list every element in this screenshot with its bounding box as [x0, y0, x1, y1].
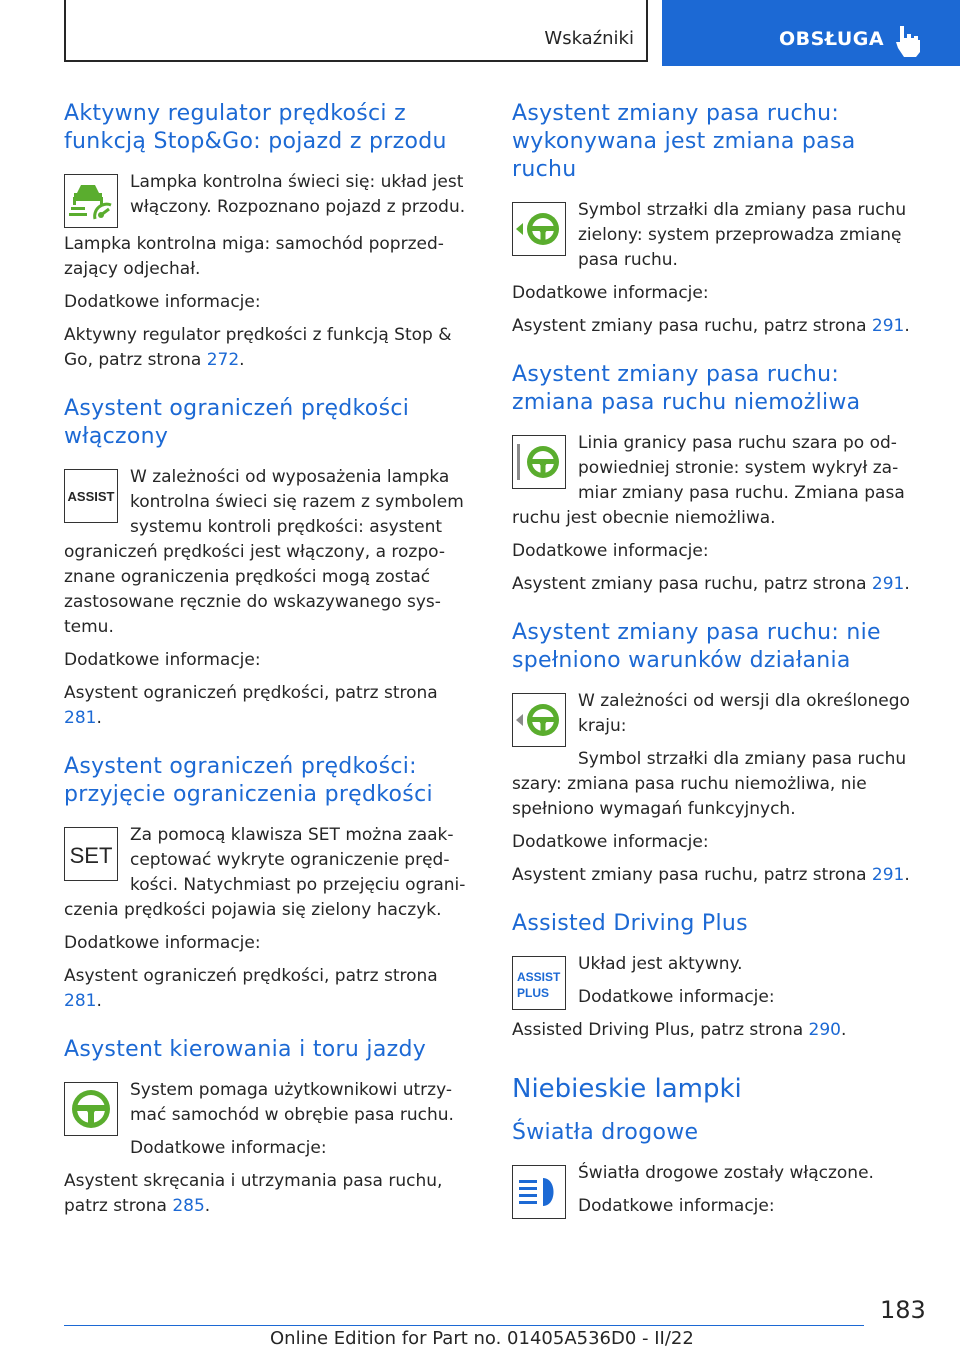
section-text: System pomaga użytkownikowi utrzy-mać samochód w obrębie pasa ruchu.	[130, 1080, 454, 1125]
section-title: Aktywny regulator prędkości z funkcją Stop&Go: pojazd z przodu	[64, 101, 447, 154]
more-info-label: Dodatkowe informacje:	[578, 1196, 775, 1216]
lane-change-arrow-gray-icon	[512, 693, 566, 747]
footer-divider	[64, 1325, 864, 1326]
right-column	[512, 100, 926, 1227]
page-link[interactable]: 291	[871, 865, 905, 885]
section-acc-stop-go	[64, 100, 478, 373]
svg-text:ASSIST: ASSIST	[517, 970, 561, 984]
page-number: 183	[880, 1296, 926, 1324]
high-beam-icon	[512, 1165, 566, 1219]
hand-pointer-icon	[894, 24, 924, 58]
section-text: Układ jest aktywny.	[578, 954, 743, 974]
reference: Asystent skręcania i utrzymania pasa ruchu, patrz strona 285.	[64, 1171, 443, 1216]
reference: Asystent ograniczeń prędkości, patrz strona 281.	[64, 966, 438, 1011]
reference: Asystent ograniczeń prędkości, patrz strona 281.	[64, 683, 438, 728]
section-text: Symbol strzałki dla zmiany pasa ruchu zielony: system przeprowadza zmianę pasa ruchu.	[578, 200, 907, 270]
section-text: Symbol strzałki dla zmiany pasa ruchu szary: zmiana pasa ruchu niemożliwa, nie spełniono wymagań funkcyjnych.	[512, 749, 907, 819]
section-lane-change-active	[512, 100, 926, 339]
acc-vehicle-ahead-icon	[64, 174, 118, 228]
more-info-label: Dodatkowe informacje:	[578, 987, 775, 1007]
section-text: Lampka kontrolna świeci się: układ jest włączony. Rozpoznano pojazd z przodu.	[130, 172, 466, 217]
header-section-box	[64, 0, 648, 62]
section-title: Asystent ograniczeń prędkości: przyjęcie ograniczenia prędkości	[64, 754, 433, 807]
more-info-label: Dodatkowe informacje:	[512, 283, 709, 303]
more-info-label: Dodatkowe informacje:	[512, 832, 709, 852]
section-speed-limit-assist	[64, 395, 478, 731]
section-steering-assist	[64, 1036, 478, 1219]
section-title: Asystent zmiany pasa ruchu: nie spełniono warunków działania	[512, 620, 881, 673]
page-link[interactable]: 290	[808, 1020, 841, 1040]
more-info-label: Dodatkowe informacje:	[64, 292, 261, 312]
section-lane-change-impossible	[512, 361, 926, 597]
section-title: Asystent ograniczeń prędkości włączony	[64, 396, 410, 449]
section-title: Asystent kierowania i toru jazdy	[64, 1037, 427, 1062]
more-info-label: Dodatkowe informacje:	[64, 650, 261, 670]
page-link[interactable]: 291	[871, 574, 905, 594]
section-title: Światła drogowe	[512, 1120, 699, 1145]
section-speed-limit-accept	[64, 753, 478, 1014]
page-link[interactable]: 291	[871, 316, 905, 336]
section-title: Assisted Driving Plus	[512, 911, 748, 936]
assist-plus-icon	[512, 956, 566, 1010]
section-title: Asystent zmiany pasa ruchu: zmiana pasa ruchu niemożliwa	[512, 362, 861, 415]
section-text: Lampka kontrolna miga: samochód poprzed-zający odjechał.	[64, 234, 444, 279]
reference: Aktywny regulator prędkości z funkcją Stop & Go, patrz strona 272.	[64, 325, 452, 370]
more-info-label: Dodatkowe informacje:	[130, 1138, 327, 1158]
page-link[interactable]: 281	[64, 708, 97, 728]
set-icon	[64, 827, 118, 881]
assist-icon	[64, 469, 118, 523]
page-link[interactable]: 285	[172, 1196, 205, 1216]
reference: Asystent zmiany pasa ruchu, patrz strona 291.	[512, 574, 910, 594]
section-blue-lamps	[512, 1073, 926, 1227]
section-assisted-driving-plus	[512, 910, 926, 1051]
more-info-label: Dodatkowe informacje:	[512, 541, 709, 561]
page-link[interactable]: 281	[64, 991, 97, 1011]
header-section-label: Wskaźniki	[544, 28, 634, 49]
reference: Assisted Driving Plus, patrz strona 290.	[512, 1020, 847, 1040]
left-column	[64, 100, 478, 1241]
section-text: Za pomocą klawisza SET można zaak-ceptować wykryte ograniczenie pręd-kości. Natychmiast po przejęciu ograni-czenia prędkości pojawia się zielony haczyk.	[64, 825, 466, 920]
more-info-label: Dodatkowe informacje:	[64, 933, 261, 953]
footer-edition: Online Edition for Part no. 01405A536D0 - II/22	[270, 1328, 694, 1349]
lane-boundary-gray-icon	[512, 435, 566, 489]
header-chapter-tab	[662, 0, 960, 66]
chapter-heading: Niebieskie lampki	[512, 1074, 742, 1104]
svg-text:ASSIST: ASSIST	[67, 489, 115, 504]
section-text: W zależności od wersji dla określonego kraju:	[578, 691, 910, 736]
header-chapter-label: OBSŁUGA	[779, 28, 885, 50]
reference: Asystent zmiany pasa ruchu, patrz strona 291.	[512, 316, 910, 336]
section-lane-change-conditions	[512, 619, 926, 888]
section-title: Asystent zmiany pasa ruchu: wykonywana jest zmiana pasa ruchu	[512, 101, 856, 182]
svg-text:SET: SET	[69, 843, 113, 868]
steering-wheel-icon	[64, 1082, 118, 1136]
page-link[interactable]: 272	[206, 350, 240, 370]
reference: Asystent zmiany pasa ruchu, patrz strona 291.	[512, 865, 910, 885]
svg-text:PLUS: PLUS	[517, 986, 550, 1000]
section-text: W zależności od wyposażenia lampka kontrolna świeci się razem z symbolem systemu kontroli prędkości: asystent ograniczeń prędkości jest włączony, a rozpo-znane ograniczenia prędkości mogą zostać zastosowane ręcznie do wskazywanego sys-temu.	[64, 467, 464, 637]
lane-change-arrow-icon	[512, 202, 566, 256]
section-text: Linia granicy pasa ruchu szara po od-powiedniej stronie: system wykrył za-miar zmiany pasa ruchu. Zmiana pasa ruchu jest obecnie niemożliwa.	[512, 433, 905, 528]
section-text: Światła drogowe zostały włączone.	[578, 1163, 874, 1183]
